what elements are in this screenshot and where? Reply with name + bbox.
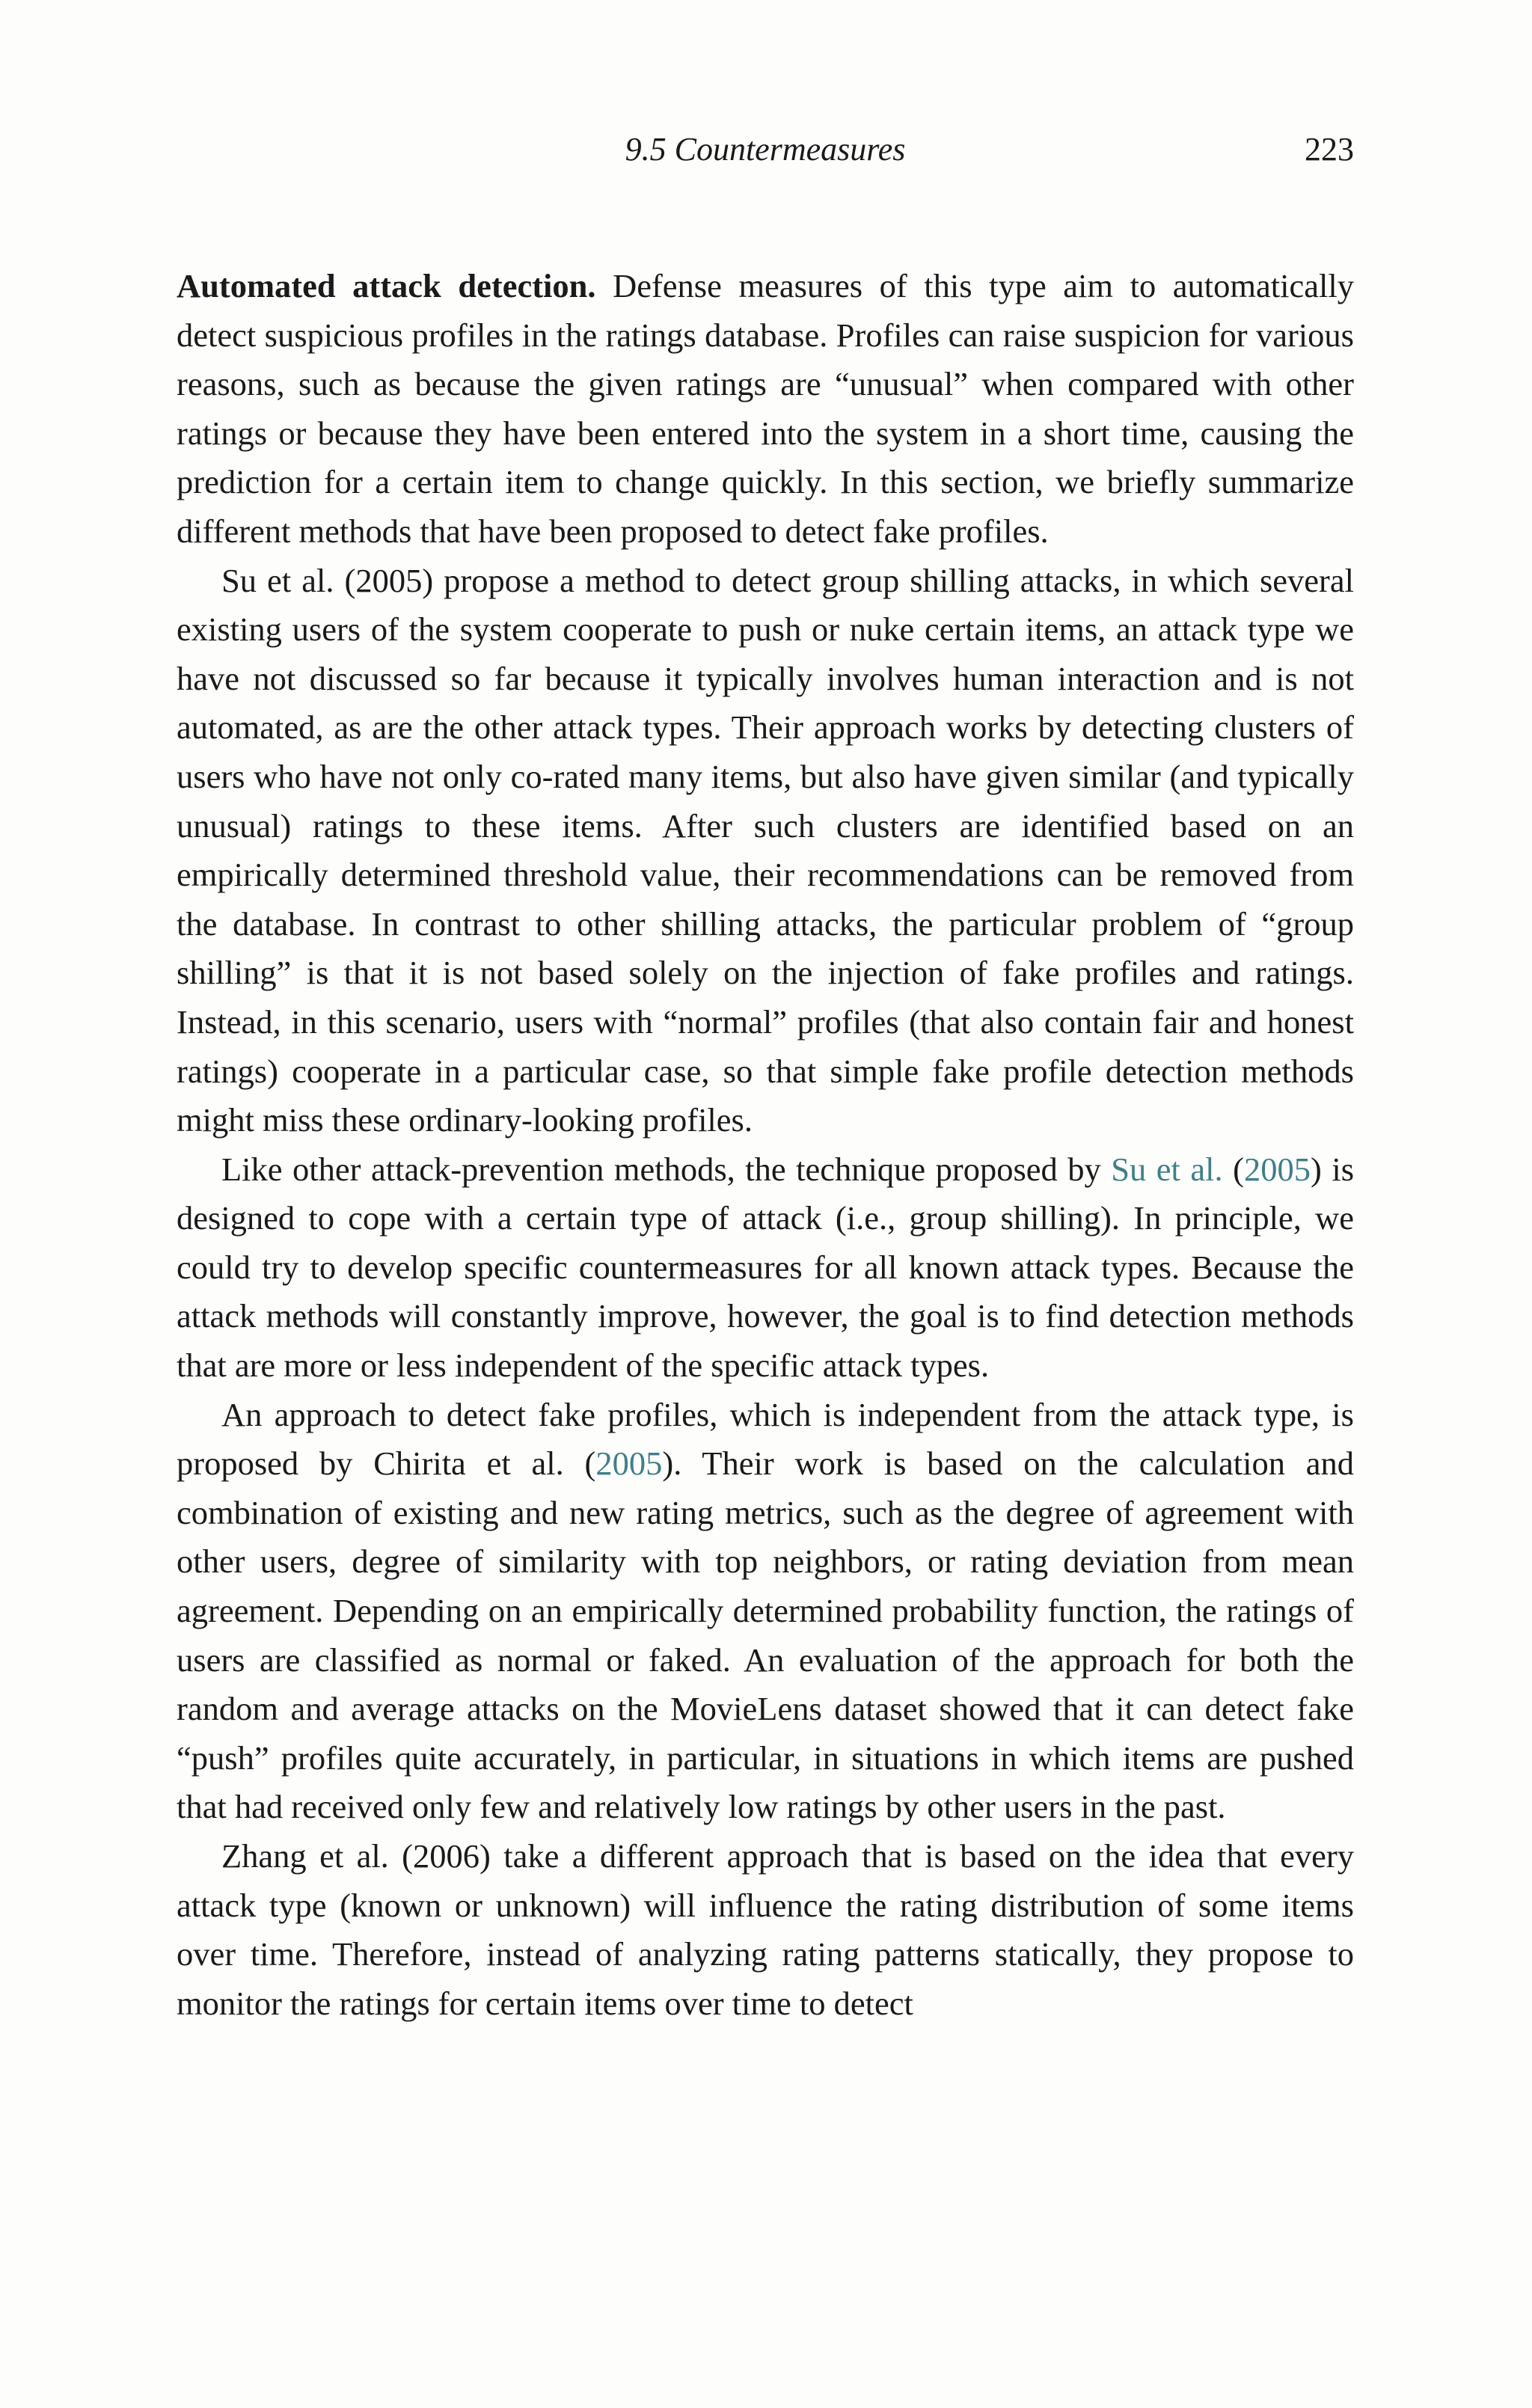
citation-link-chirita-year[interactable]: 2005 <box>595 1445 663 1483</box>
paragraph-text: ). Their work is based on the calculation and combination of existing and new rating metrics, such as the degree of agreement with other users, degree of similarity with top neighbors, or rating deviation from mean agreement. Depending on an empirically determined probability function, the ratings of users are classified as normal or faked. An evaluation of the approach for both the random and average attacks on the MovieLens dataset showed that it can detect fake “push” profiles quite accurately, in particular, in situations in which items are pushed that had received only few and relatively low ratings by other users in the past. <box>177 1445 1354 1826</box>
page-number: 223 <box>1305 131 1354 168</box>
paragraph-text: Defense measures of this type aim to automatically detect suspicious profiles in the ratings database. Profiles can raise suspicion for various reasons, such as because the given ratings are “unusual” when compared with other ratings or because they have been entered into the system in a short time, causing the prediction for a certain item to change quickly. In this section, we briefly summarize different methods that have been proposed to detect fake profiles. <box>177 267 1354 550</box>
citation-link-su-year[interactable]: 2005 <box>1244 1150 1311 1188</box>
running-head <box>177 126 1354 174</box>
paragraph-text: ) is designed to cope with a certain type of attack (i.e., group shilling). In principle, we could try to develop specific countermeasures for all known attack types. Because the attack methods will constantly improve, however, the goal is to find detection methods that are more or less independent of the specific attack types. <box>177 1150 1355 1385</box>
paragraph-text: Su et al. (2005) propose a method to detect group shilling attacks, in which several existing users of the system cooperate to push or nuke certain items, an attack type we have not discussed so far because it typically involves human interaction and is not automated, as are the other attack types. Their approach works by detecting clusters of users who have not only co-rated many items, but also have given similar (and typically unusual) ratings to these items. After such clusters are identified based on an empirically determined threshold value, their recommendations can be removed from the database. In contrast to other shilling attacks, the particular problem of “group shilling” is that it is not based solely on the injection of fake profiles and ratings. Instead, in this scenario, users with “normal” profiles (that also contain fair and honest ratings) cooperate in a particular case, so that simple fake profile detection methods might miss these ordinary-looking profiles. <box>177 561 1354 1139</box>
citation-link-su-authors[interactable]: Su et al. <box>1111 1150 1223 1188</box>
paragraph-fake-profile-detection <box>177 1391 1354 1832</box>
paragraph-rating-distribution <box>177 1832 1354 2028</box>
paragraph-text: Zhang et al. (2006) take a different approach that is based on the idea that every attack type (known or unknown) will influence the rating distribution of some items over time. Therefore, instead of analyzing rating patterns statically, they propose to monitor the ratings for certain items over time to detect <box>177 1837 1354 2022</box>
running-title: 9.5 Countermeasures <box>625 131 906 168</box>
paragraph-text: Like other attack-prevention methods, the technique proposed by <box>221 1150 1112 1188</box>
paragraph-attack-prevention <box>177 1145 1354 1391</box>
run-in-heading: Automated attack detection. <box>177 267 596 304</box>
paragraph-text: An approach to detect fake profiles, which is independent from the attack type, is proposed by Chirita et al. ( <box>177 1395 1354 1483</box>
body-text <box>177 262 1354 2028</box>
paragraph-group-shilling <box>177 557 1354 1145</box>
paragraph-automated-attack-detection <box>177 262 1354 557</box>
paragraph-text: ( <box>1222 1150 1244 1188</box>
